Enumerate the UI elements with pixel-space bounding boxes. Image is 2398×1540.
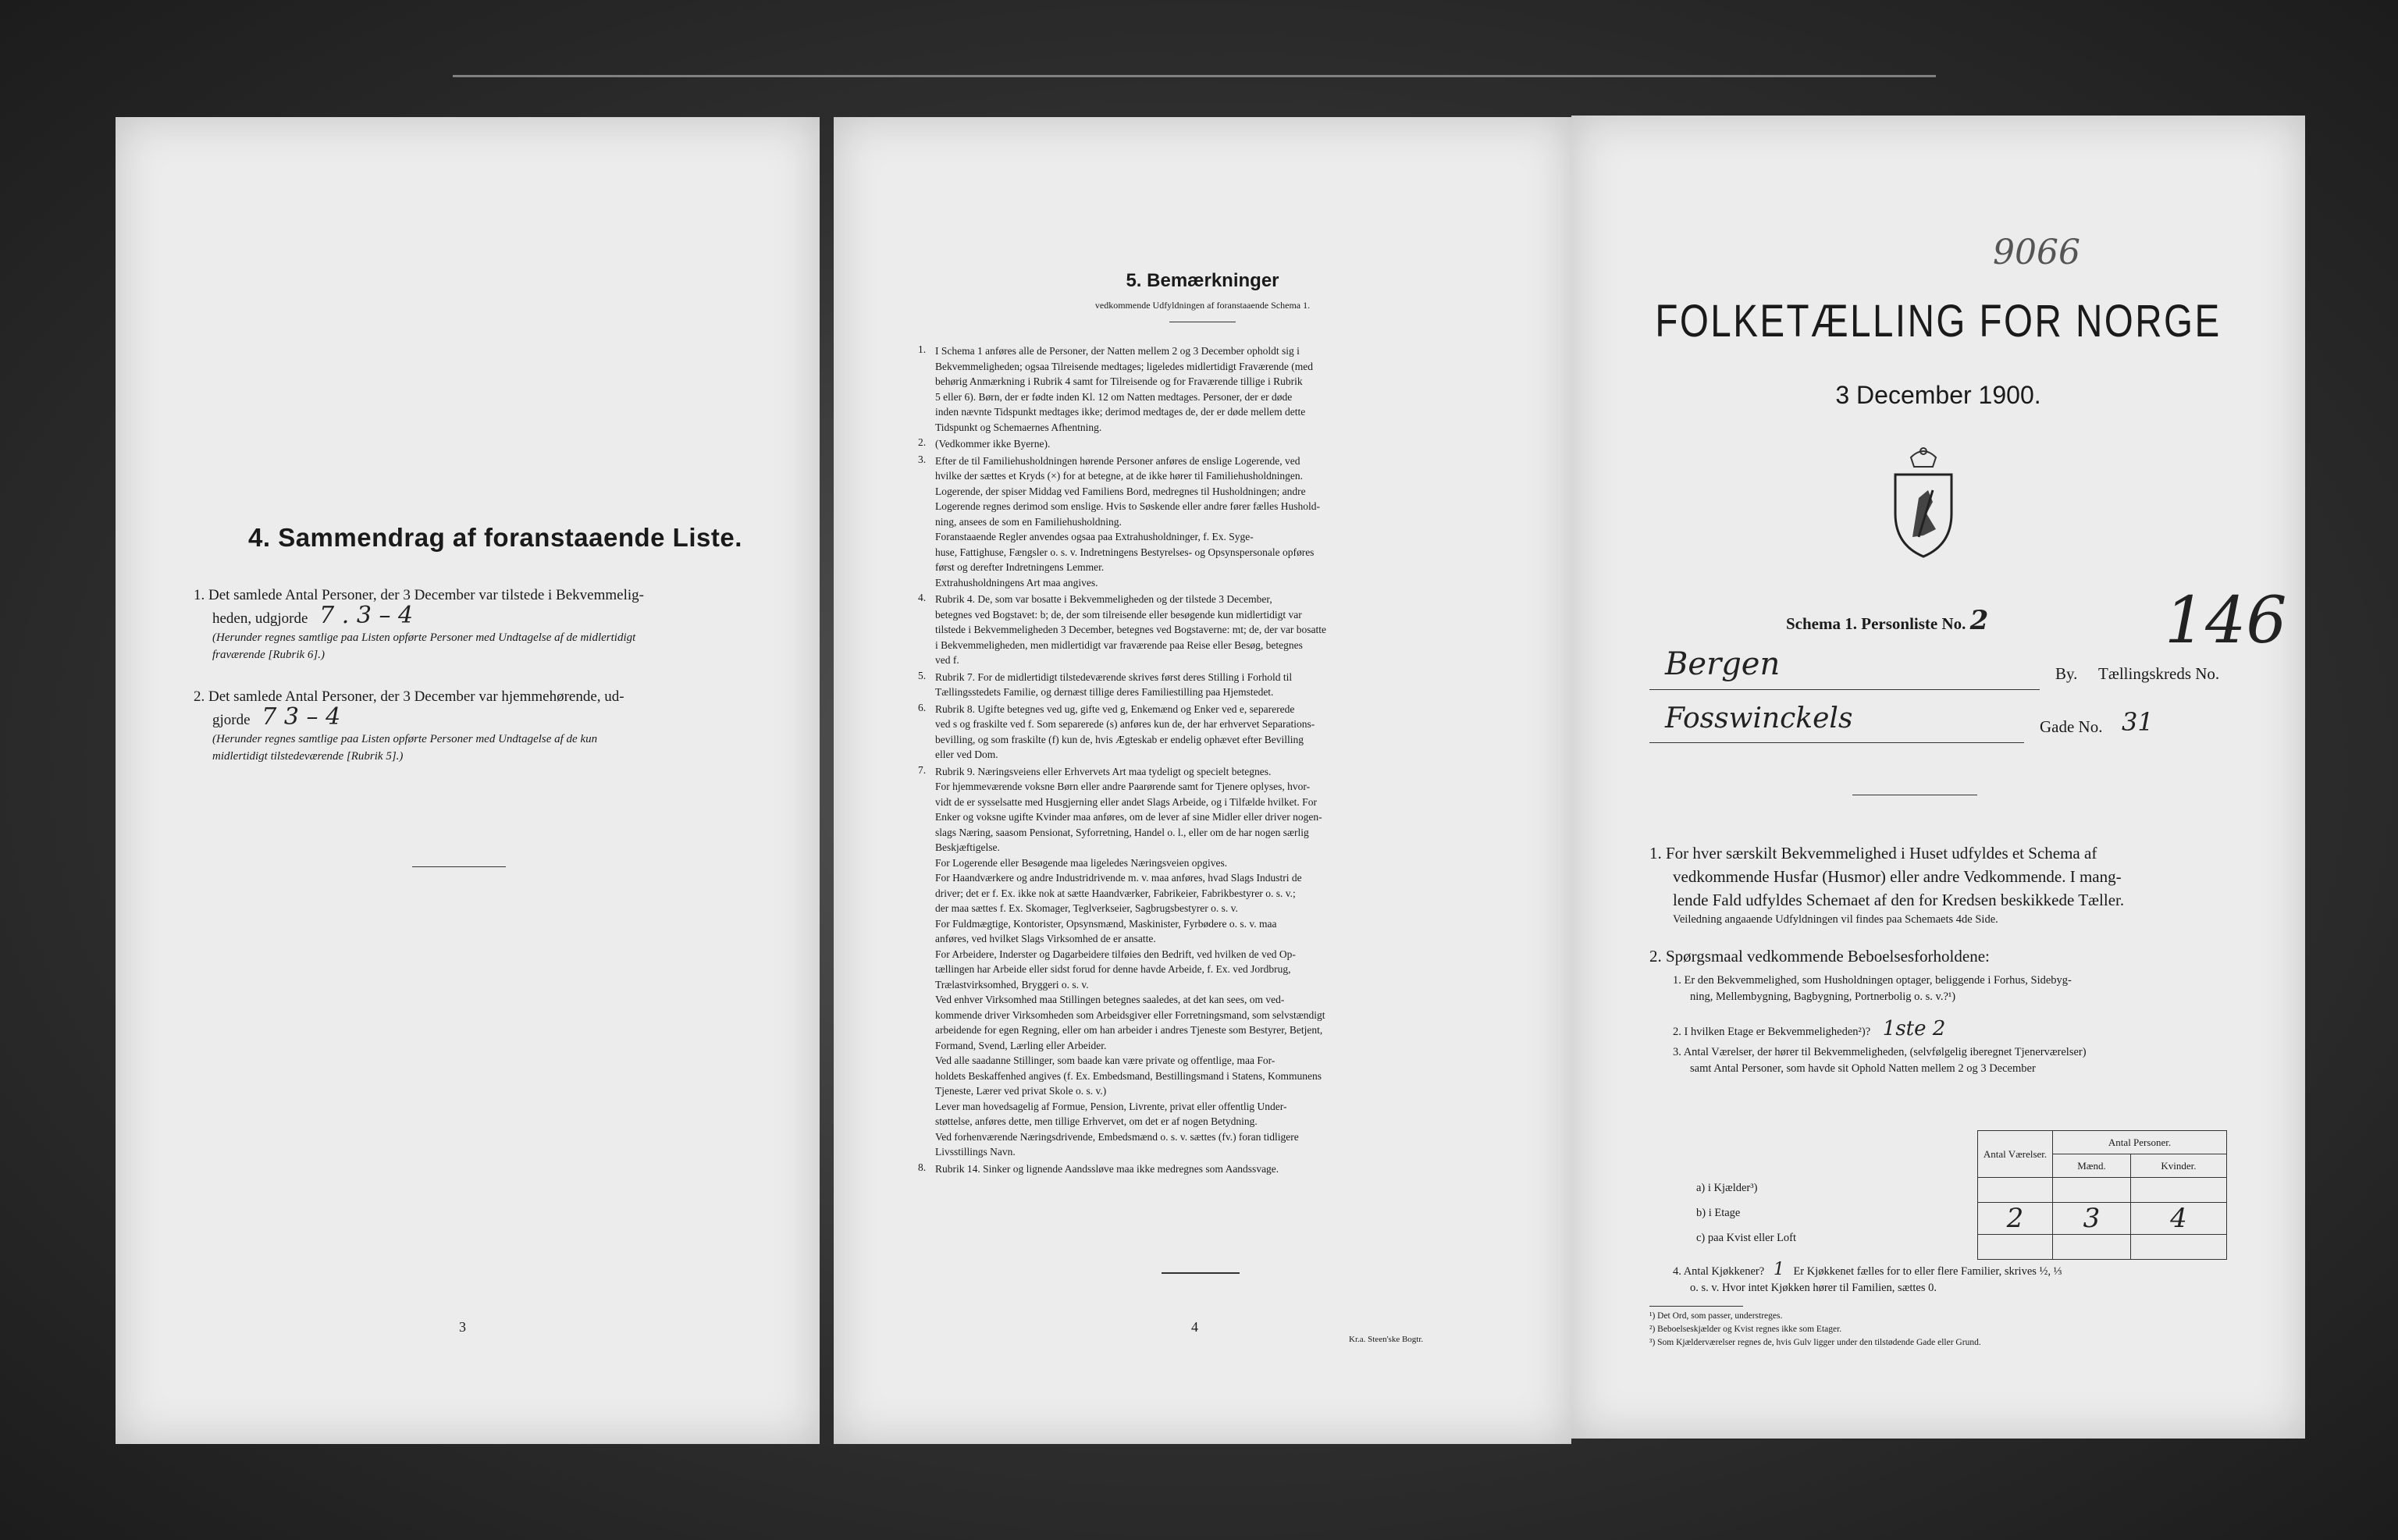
remark-line: Formand, Svend, Lærling eller Arbeider. [935,1039,1107,1051]
remark-item [918,436,1482,452]
cell-attic-rooms [1978,1235,2053,1260]
row-label-floor: b) i Etage [1696,1207,1741,1219]
footnote-1: ¹) Det Ord, som passer, understreges. [1649,1311,1783,1321]
room-row-labels [1696,1130,1993,1255]
row-label-attic: c) paa Kvist eller Loft [1696,1232,1797,1244]
printer-imprint: Kr.a. Steen'ske Bogtr. [1349,1335,1424,1344]
remark-line: slags Næring, saasom Pensionat, Syforretning, Handel o. l., eller om de har nogen særlig [935,826,1309,838]
remark-line: tilstede i Bekvemmeligheden 3 December, betegnes ved Bogstaverne: mt; de, der var bosatte [935,624,1327,635]
remark-number: 2. [918,436,927,448]
remark-line: Logerende, der spiser Middag ved Familiens Bord, medregnes til Husholdningen; andre [935,485,1306,497]
item1-line2-row [194,602,802,629]
by-label: By. [2055,664,2078,683]
remark-line: Bekvemmeligheden; ogsaa Tilreisende medtages; ligeledes midlertidigt Fraværende (med [935,360,1314,372]
remark-line: For Fuldmægtige, Kontorister, Opsynsmænd, Maskinister, Fyrbødere o. s. v. maa [935,917,1277,930]
remark-line: Efter de til Familiehusholdningen hørende Personer anføres de enslige Logerende, ved [935,454,1300,467]
city-underline [1649,689,2040,690]
left-page [116,117,820,1444]
remark-line: i Bekvemmeligheden, men midlertidigt var fraværende paa Reise eller Besøg, betegnes [935,638,1303,651]
remark-number: 1. [918,343,927,355]
footnote-3: ³) Som Kjælderværelser regnes de, hvis Gulv ligger under den tilstødende Gade eller Grund. [1649,1338,1981,1347]
cell-attic-women [2130,1235,2226,1260]
remark-line: hvilke der sættes et Kryds (×) for at betegne, at de ikke hører til Familiehusholdningen. [935,470,1303,482]
remark-line: kommende driver Virksomheden som Arbeidsgiver eller Forretningsmand, som selvstændigt [935,1008,1325,1021]
remark-line: Beskjæftigelse. [935,841,1000,853]
remark-line: Rubrik 8. Ugifte betegnes ved ug, gifte ved g, Enkemænd og Enker ved e, separerede [935,702,1295,715]
item1-note2: fraværende [Rubrik 6].) [212,649,326,661]
remark-line: Rubrik 7. For de midlertidigt tilstedeværende skrives først deres Stilling i Forhold til [935,670,1293,683]
remark-number: 5. [918,669,927,681]
question-2 [1673,1017,2289,1040]
remark-line: Foranstaaende Regler anvendes ogsaa paa Extrahusholdninger, f. Ex. Syge- [935,531,1254,542]
remark-line: huse, Fattighuse, Fængsler o. s. v. Indretningens Bestyrelses- og Opsynspersonale opføres [935,546,1315,558]
schema-row [1786,605,1989,636]
remark-line: der maa sættes f. Ex. Skomager, Teglverkseier, Sagbrugsbestyrer o. s. v. [935,902,1238,914]
instr1-note: Veiledning angaaende Udfyldningen vil findes paa Schemaets 4de Side. [1673,913,1998,926]
cell-floor-women: 4 [2130,1203,2226,1235]
question-4 [1673,1261,2289,1296]
street-handwritten: Fosswinckels [1665,702,1853,734]
item1-line2: heden, udgjorde [212,610,308,627]
instr1-line1: 1. For hver særskilt Bekvemmelighed i Huset udfyldes et Schema af [1649,844,2097,862]
item2-handwritten-value: 7 3 – 4 [262,703,341,731]
census-title: FOLKETÆLLING FOR NORGE [1655,296,2222,347]
q3-line1: 3. Antal Værelser, der hører til Bekvemmeligheden, (selvfølgelig iberegnet Tjenerværelser) [1673,1046,2087,1058]
gade-number: 31 [2122,707,2154,737]
q1-line2: ning, Mellembygning, Bagbygning, Portnerbolig o. s. v.?¹) [1690,991,1956,1003]
remark-line: Ved forhenværende Næringsdrivende, Embedsmænd o. s. v. sættes (fv.) foran tidligere [935,1130,1299,1143]
remark-line: ved f. [935,654,959,666]
remark-line: støttelse, anføres dette, men tillige Erhvervet, om det er af nogen Betydning. [935,1115,1258,1127]
city-handwritten: Bergen [1665,646,1781,682]
archive-number: 9066 [1993,233,2080,272]
remark-line: Tællingsstedets Familie, og dernæst tillige deres Familiestilling paa Hjemstedet. [935,686,1274,698]
remarks-end-divider [1162,1272,1240,1274]
item2-note2: midlertidigt tilstedeværende [Rubrik 5].) [212,750,404,763]
right-page [1571,116,2305,1439]
remark-item [918,592,1482,668]
left-page-number: 3 [459,1319,466,1335]
item2-note1: (Herunder regnes samtlige paa Listen opførte Personer med Undtagelse af de kun [212,733,598,745]
question-1 [1673,973,2289,1005]
footnote-2: ²) Beboelseskjælder og Kvist regnes ikke som Etager. [1649,1325,1842,1334]
top-edge-line [453,75,1936,77]
item1-line1: 1. Det samlede Antal Personer, der 3 December var tilstede i Bekvemmelig- [194,587,644,603]
remark-line: eller ved Dom. [935,749,998,760]
q3-line2: samt Antal Personer, som havde sit Ophold Natten mellem 2 og 3 December [1690,1062,2036,1075]
middle-page [834,117,1571,1444]
kreds-label: Tællingskreds No. [2098,664,2220,683]
middle-page-number: 4 [1191,1319,1198,1335]
remark-line: anføres, ved hvilket Slags Virksomhed de er ansatte. [935,933,1156,944]
row-label-cellar: a) i Kjælder³) [1696,1182,1758,1194]
header-rooms: Antal Værelser. [1978,1131,2053,1178]
q1-line1: 1. Er den Bekvemmelighed, som Husholdningen optager, beliggende i Forhus, Sidebyg- [1673,974,2072,987]
remark-line: Ved enhver Virksomhed maa Stillingen betegnes saaledes, at det kan sees, om ved- [935,994,1285,1005]
remark-line: Livsstillings Navn. [935,1146,1016,1158]
item2-line1: 2. Det samlede Antal Personer, der 3 December var hjemmehørende, ud- [194,688,624,705]
street-underline [1649,742,2024,743]
remark-number: 8. [918,1161,927,1173]
remark-item [918,701,1482,763]
remark-line: behørig Anmærkning i Rubrik 4 samt for Tilreisende og for Fraværende tillige i Rubrik [935,375,1303,387]
kreds-handwritten-number: 146 [2165,584,2287,658]
remark-line: For Haandværkere og andre Industridrivende m. v. maa anføres, hvad Slags Industri de [935,872,1302,884]
footnotes [1649,1310,2282,1350]
instruction-1 [1649,841,2282,928]
cell-attic-men [2053,1235,2131,1260]
summary-item-2 [194,687,802,765]
item1-note1: (Herunder regnes samtlige paa Listen opførte Personer med Undtagelse af de midlertidigt [212,631,636,644]
remark-line: Rubrik 4. De, som var bosatte i Bekvemmeligheden og der tilstede 3 December, [935,593,1272,605]
remark-number: 7. [918,763,927,776]
remark-line: Extrahusholdningens Art maa angives. [935,576,1098,589]
summary-title: 4. Sammendrag af foranstaaende Liste. [248,523,742,552]
left-divider [412,866,506,867]
header-persons: Antal Personer. [2053,1131,2227,1154]
remark-line: Trælastvirksomhed, Bryggeri o. s. v. [935,978,1089,991]
remark-line: Enker og voksne ugifte Kvinder maa anføres, om de lever af sine Midler eller driver nogen- [935,811,1322,823]
remark-line: I Schema 1 anføres alle de Personer, der Natten mellem 2 og 3 December opholdt sig i [935,345,1300,357]
q4-line2: o. s. v. Hvor intet Kjøkken hører til Familien, sættes 0. [1690,1282,1937,1294]
remark-line: ved s og fraskilte ved f. Som separerede (s) anføres kun de, der har erhvervet Separations- [935,718,1315,730]
remark-item [918,669,1482,700]
remark-number: 3. [918,453,927,465]
remark-line: (Vedkommer ikke Byerne). [935,438,1051,450]
item2-line2: gjorde [212,712,251,728]
remark-line: For hjemmeværende voksne Børn eller andre Paarørende samt for Tjenere oplyses, hvor- [935,781,1311,792]
remark-line: Logerende regnes derimod som enslige. Hvis to Søskende eller andre fører fælles Hushold- [935,500,1320,512]
remarks-list [918,343,1482,1178]
rooms-table [1977,1130,2227,1260]
remarks-title: 5. Bemærkninger [1126,270,1279,291]
footnote-divider [1649,1306,1743,1307]
remark-line: For Logerende eller Besøgende maa ligeledes Næringsveien opgives. [935,856,1228,869]
cell-cellar-men [2053,1178,2131,1203]
personliste-number: 2 [1969,605,1989,636]
remark-item [918,343,1482,435]
instr1-line3: lende Fald udfyldes Schemaet af den for Kredsen beskikkede Tæller. [1673,891,2125,909]
gade-label: Gade No. [2040,717,2103,736]
q2-answer: 1ste 2 [1882,1017,1946,1040]
instr1-line2: vedkommende Husfar (Husmor) eller andre Vedkommende. I mang- [1673,867,2122,886]
remark-line: bevilling, og som fraskilte (f) kun de, hvis Ægteskab er endelig ophævet efter Bevilling [935,733,1304,745]
coat-of-arms-icon [1887,443,1959,560]
q4-line1: Er Kjøkkenet fælles for to eller flere Familier, skrives ½, ⅓ [1793,1265,2062,1278]
remark-line: Rubrik 9. Næringsveiens eller Erhvervets Art maa tydeligt og specielt betegnes. [935,765,1272,777]
remark-line: først og derefter Indretningens Lemmer. [935,561,1105,573]
remark-line: Lever man hovedsagelig af Formue, Pension, Livrente, privat eller offentlig Under- [935,1100,1287,1112]
cell-cellar-women [2130,1178,2226,1203]
census-date: 3 December 1900. [1835,381,2041,409]
remark-item [918,763,1482,1160]
remark-line: ning, ansees de som en Familiehusholdning. [935,515,1122,528]
header-men: Mænd. [2053,1154,2131,1178]
remark-line: holdets Beskaffenhed angives (f. Ex. Embedsmand, Bestillingsmand i Statens, Kommunens [935,1069,1322,1082]
remark-line: inden nævnte Tidspunkt medtages ikke; derimod medtages de, der er døde mellem dette [935,406,1306,418]
remark-line: 5 eller 6). Børn, der er fødte inden Kl. 12 om Natten medtages. Personer, der er døde [935,390,1293,403]
remark-line: driver; det er f. Ex. ikke nok at sætte Haandværker, Fabrikeier, Fabrikbestyrer o. s. v.; [935,887,1296,899]
remark-line: vidt de er sysselsatte med Husgjerning eller andet Slags Arbeide, og i Tilfælde hvilket. For [935,795,1317,808]
q4-answer: 1 [1773,1260,1784,1279]
q4-label: 4. Antal Kjøkkener? [1673,1265,1765,1278]
remark-line: Tidspunkt og Schemaernes Afhentning. [935,421,1102,433]
remark-line: Ved alle saadanne Stillinger, som baade kan være private og offentlige, maa For- [935,1055,1275,1066]
city-row [1665,646,2289,693]
item1-handwritten-value: 7 . 3 – 4 [319,602,414,629]
remark-item [918,1161,1482,1177]
cell-floor-rooms: 2 [1978,1203,2053,1235]
question-3 [1673,1044,2289,1077]
header-women: Kvinder. [2130,1154,2226,1178]
remark-line: For Arbeidere, Inderster og Dagarbeidere tilføies den Bedrift, ved hvilken de ved Op- [935,948,1296,960]
remark-line: betegnes ved Bogstavet: b; de, der som tilreisende eller besøgende kun midlertidigt var [935,608,1302,621]
remark-number: 6. [918,701,927,713]
instruction-2: 2. Spørgsmaal vedkommende Beboelsesforholdene: [1649,947,1990,966]
remark-number: 4. [918,592,927,603]
q2-text: 2. I hvilken Etage er Bekvemmeligheden²)? [1673,1026,1871,1038]
schema-label: Schema 1. Personliste No. [1786,614,1966,633]
cell-floor-men: 3 [2053,1203,2131,1235]
remark-line: tællingen har Arbeide eller sidst forud for denne havde Arbeide, f. Ex. ved Jordbrug, [935,963,1291,975]
remark-line: Rubrik 14. Sinker og lignende Aandssløve maa ikke medregnes som Aandssvage. [935,1162,1279,1175]
remark-line: arbeidende for egen Regning, eller om han arbeider i andres Tjeneste som Bestyrer, Betjent, [935,1024,1323,1036]
summary-item-1 [194,585,802,663]
cell-cellar-rooms [1978,1178,2053,1203]
item2-line2-row [194,703,802,731]
remark-item [918,453,1482,591]
remarks-subtitle: vedkommende Udfyldningen af foranstaaende Schema 1. [1094,300,1311,311]
street-row [1665,702,2289,746]
remark-line: Tjeneste, Lærer ved privat Skole o. s. v.) [935,1085,1107,1097]
